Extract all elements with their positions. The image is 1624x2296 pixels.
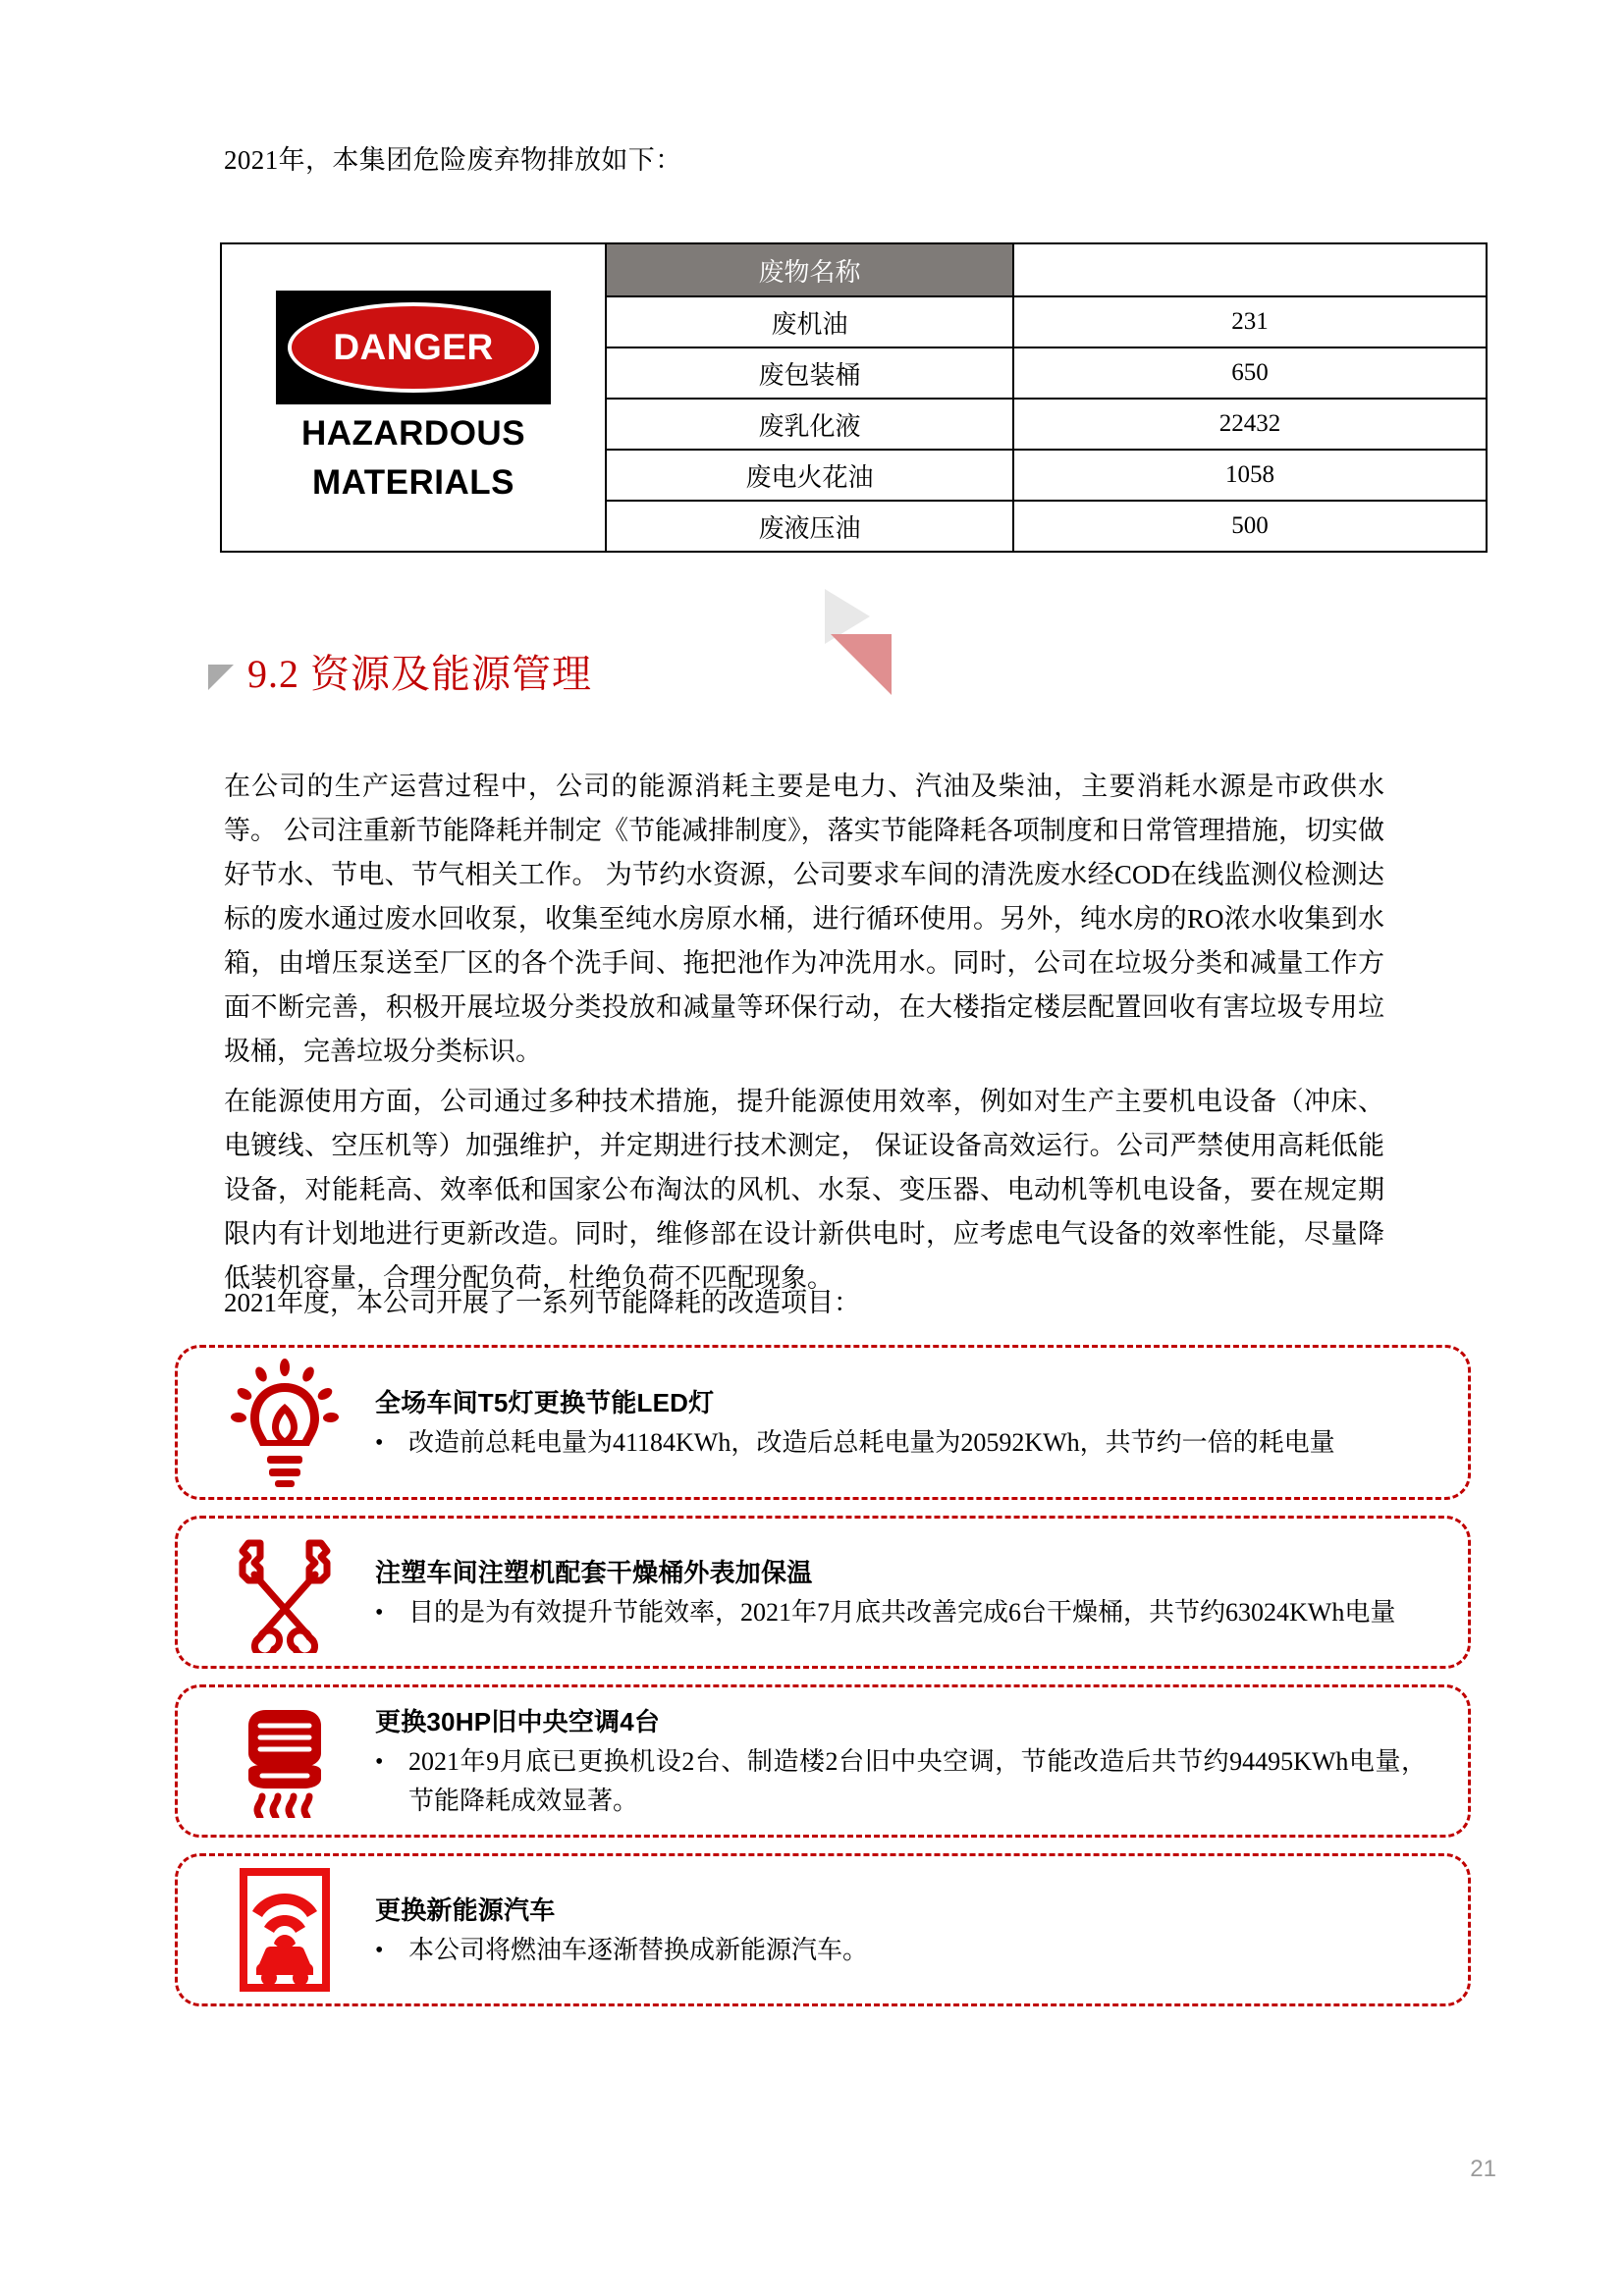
card-title: 注塑车间注塑机配套干燥桶外表加保温 bbox=[375, 1557, 813, 1587]
card-bullet-text: 改造前总耗电量为41184KWh，改造后总耗电量为20592KWh，共节约一倍的耗电量 bbox=[408, 1427, 1335, 1457]
bullet-marker: • bbox=[375, 1748, 384, 1775]
danger-word: DANGER bbox=[333, 327, 494, 368]
list-item bbox=[175, 1345, 1471, 1500]
card-bullet-text: 本公司将燃油车逐渐替换成新能源汽车。 bbox=[408, 1935, 869, 1964]
hazmat-sign-icon bbox=[276, 291, 551, 504]
card-bullet-text: 2021年9月底已更换机设2台、制造楼2台旧中央空调，节能改造后共节约94495KWh电量，节能降耗成效显著。 bbox=[408, 1746, 1427, 1815]
list-item bbox=[175, 1684, 1471, 1838]
electric-car-icon bbox=[193, 1868, 375, 1992]
card-bullet bbox=[375, 1593, 1427, 1632]
card-body bbox=[375, 1553, 1442, 1632]
card-bullet-text: 目的是为有效提升节能效率，2021年7月底共改善完成6台干燥桶，共节约63024KWh电量 bbox=[408, 1597, 1396, 1627]
danger-bar bbox=[276, 291, 551, 404]
bullet-marker: • bbox=[375, 1599, 384, 1626]
hazmat-line-2: MATERIALS bbox=[311, 463, 515, 502]
hazmat-sign-cell bbox=[221, 243, 606, 552]
triangle-left-icon bbox=[208, 665, 234, 690]
list-item bbox=[175, 1853, 1471, 2006]
crossed-tools-icon bbox=[193, 1531, 375, 1653]
hazardous-waste-table-container bbox=[220, 242, 1488, 553]
column-header-total-quantity: 产生量总计(公斤) bbox=[1013, 243, 1487, 296]
cell-waste-name: 废液压油 bbox=[606, 501, 1013, 552]
cell-waste-name: 废乳化液 bbox=[606, 399, 1013, 450]
cell-waste-qty: 1058 bbox=[1013, 450, 1487, 501]
cell-waste-name: 废电火花油 bbox=[606, 450, 1013, 501]
column-header-waste-name: 废物名称 bbox=[606, 243, 1013, 296]
page-number: 21 bbox=[1470, 2156, 1496, 2182]
card-title: 更换30HP旧中央空调4台 bbox=[375, 1706, 661, 1736]
cell-waste-name: 废包装桶 bbox=[606, 347, 1013, 399]
paragraph-energy-efficiency: 在能源使用方面，公司通过多种技术措施，提升能源使用效率，例如对生产主要机电设备（冲床、电镀线、空压机等）加强维护，并定期进行技术测定， 保证设备高效运行。公司严禁使用高耗低能设备，对能耗高、效率低和国家公布淘汰的风机、水泵、变压器、电动机等机电设备，要在规定期限内有计划地进行更新改造。同时，维修部在设计新供电时，应考虑电气设备的效率性能，尽量降低装机容量，合理分配负荷，杜绝负荷不匹配现象。 bbox=[224, 1087, 1384, 1293]
bullet-marker: • bbox=[375, 1429, 384, 1456]
card-bullet bbox=[375, 1742, 1427, 1821]
intro-sentence: 2021年，本集团危险废弃物排放如下： bbox=[224, 145, 682, 175]
paragraph-projects-lead: 2021年度，本公司开展了一系列节能降耗的改造项目： bbox=[224, 1288, 860, 1317]
danger-ellipse bbox=[288, 302, 539, 393]
heading-decoration bbox=[817, 589, 911, 695]
list-item bbox=[175, 1516, 1471, 1669]
cell-waste-name: 废机油 bbox=[606, 296, 1013, 347]
cell-waste-qty: 231 bbox=[1013, 296, 1487, 347]
card-body bbox=[375, 1702, 1442, 1821]
triangle-red-icon bbox=[831, 634, 892, 695]
lightbulb-leaf-icon bbox=[193, 1358, 375, 1487]
card-title: 全场车间T5灯更换节能LED灯 bbox=[375, 1387, 715, 1417]
cell-waste-qty: 650 bbox=[1013, 347, 1487, 399]
bullet-marker: • bbox=[375, 1937, 384, 1963]
card-bullet bbox=[375, 1423, 1427, 1463]
card-title: 更换新能源汽车 bbox=[375, 1895, 556, 1925]
card-bullet bbox=[375, 1931, 1427, 1970]
card-body bbox=[375, 1383, 1442, 1463]
hazardous-waste-table bbox=[220, 242, 1488, 553]
air-conditioner-icon bbox=[193, 1704, 375, 1818]
hazmat-line-1: HAZARDOUS bbox=[300, 413, 526, 453]
cell-waste-qty: 22432 bbox=[1013, 399, 1487, 450]
table-row-header bbox=[221, 243, 1487, 296]
paragraph-energy-water: 在公司的生产运营过程中，公司的能源消耗主要是电力、汽油及柴油，主要消耗水源是市政供水等。 公司注重新节能降耗并制定《节能减排制度》，落实节能降耗各项制度和日常管理措施，切实做好节水、节电、节气相关工作。 为节约水资源，公司要求车间的清洗废水经COD在线监测仪检测达标的废水通过废水回收泵，收集至纯水房原水桶，进行循环使用。另外，纯水房的RO浓水收集到水箱，由增压泵送至厂区的各个洗手间、拖把池作为冲洗用水。同时，公司在垃圾分类和减量工作方面不断完善，积极开展垃圾分类投放和减量等环保行动，在大楼指定楼层配置回收有害垃圾专用垃圾桶，完善垃圾分类标识。 bbox=[224, 772, 1384, 1066]
energy-project-card-list bbox=[175, 1345, 1471, 2022]
cell-waste-qty: 500 bbox=[1013, 501, 1487, 552]
section-heading-text: 9.2 资源及能源管理 bbox=[247, 652, 592, 696]
card-body bbox=[375, 1891, 1442, 1970]
